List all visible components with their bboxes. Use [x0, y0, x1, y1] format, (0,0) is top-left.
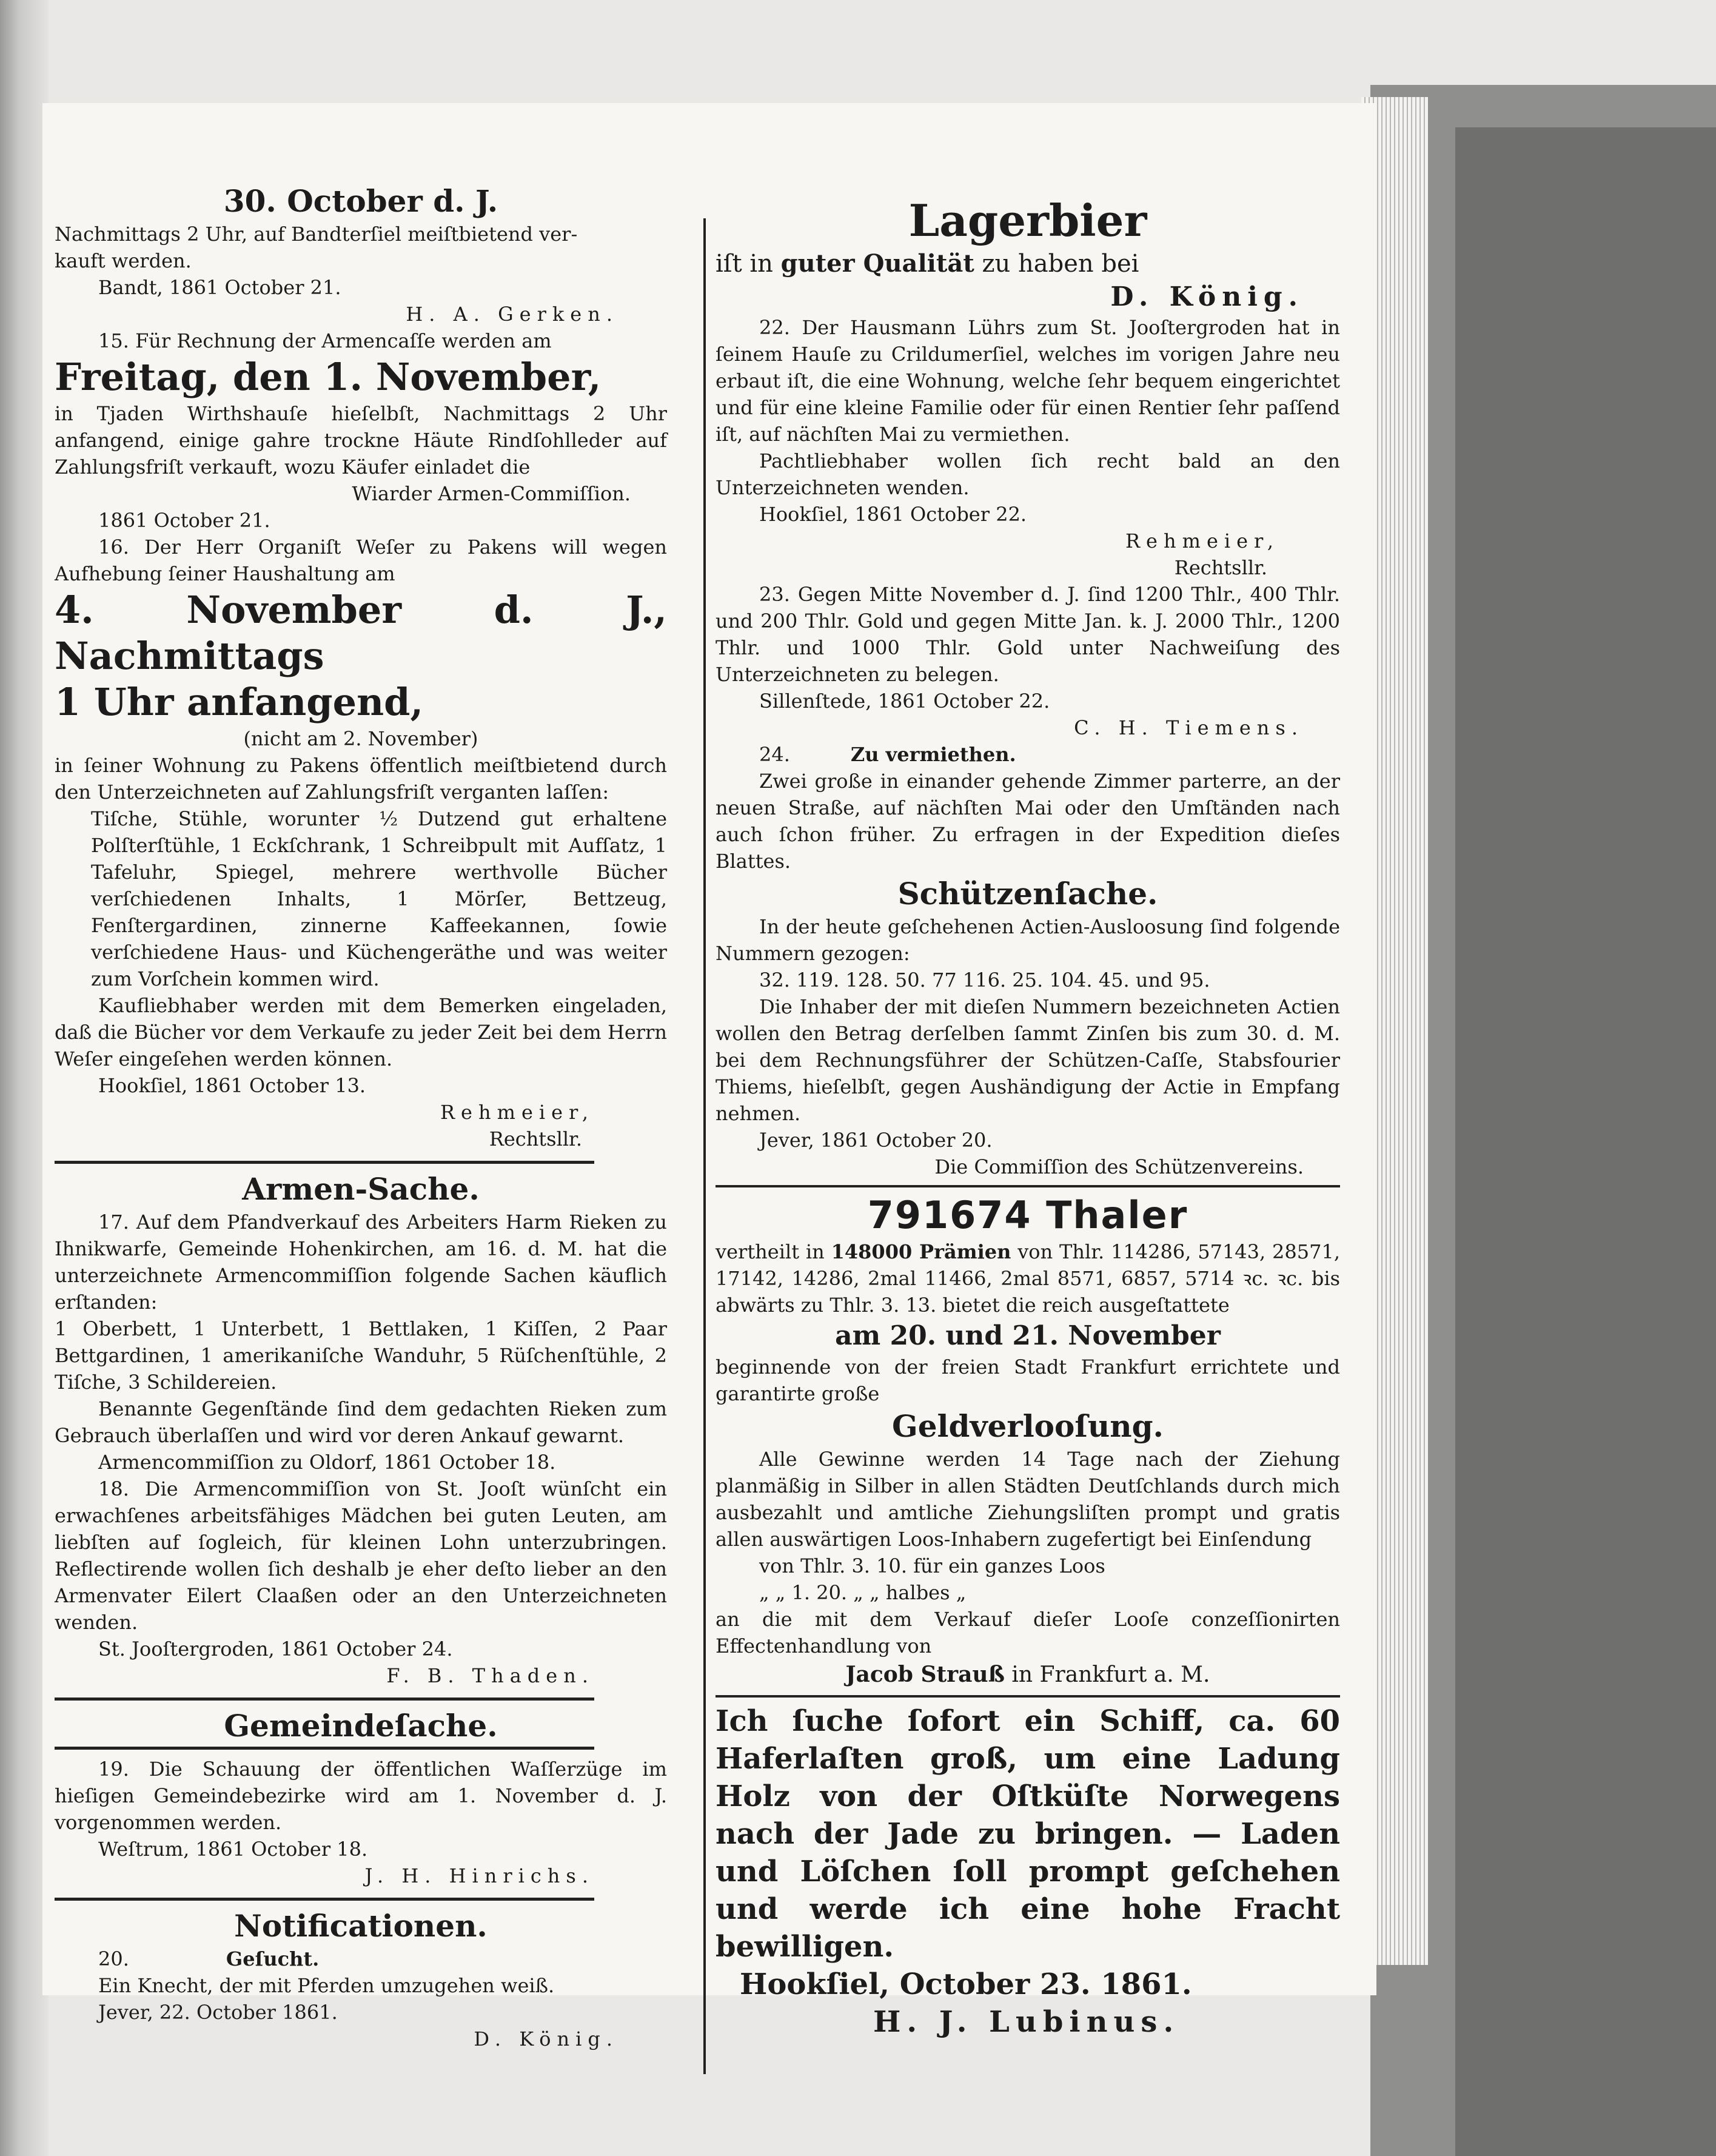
notice-22-text2: Pachtliebhaber wollen ſich recht bald an den Unterzeichneten wenden. [716, 449, 1340, 499]
notice-16-date: 4. November d. J., Nachmittags [55, 588, 667, 678]
thaler-firm: Jacob Strauß in Frankfurt a. M. [845, 1662, 1210, 1687]
notice-16-signature: Rehmeier, [440, 1101, 594, 1124]
notice-16-time: 1 Uhr anfangend, [55, 680, 424, 724]
notice-15-intro: 15. Für Rechnung der Armencaſſe werden am [98, 329, 552, 352]
thaler-heading: 791674 Thaler [867, 1193, 1188, 1237]
notice-18-place-date: St. Jooſtergroden, 1861 October 24. [98, 1637, 453, 1661]
thaler-draw-date: am 20. und 21. November [835, 1320, 1221, 1351]
notice-17-items: 1 Oberbett, 1 Unterbett, 1 Bettlaken, 1 Kiſſen, 2 Paar Bettgardinen, 1 amerikaniſche Wanduhr, 5 Rüſchenſtühle, 2 Tiſche, 3 Schildereien. [55, 1317, 667, 1394]
notice-15-date: Freitag, den 1. November, [55, 355, 602, 399]
notice-16-text2: Kaufliebhaber werden mit dem Bemerken eingeladen, daß die Bücher vor dem Verkaufe zu jeder Zeit bei dem Herrn Weſer eingeſehen werden können. [55, 994, 667, 1070]
lagerbier-text: iſt in guter Qualität zu haben bei [716, 249, 1139, 278]
section-heading-gemeinde: Gemeindeſache. [224, 1708, 498, 1744]
notice-19-place-date: Weſtrum, 1861 October 18. [98, 1838, 368, 1861]
notice-24-title: Zu vermiethen. [850, 743, 1016, 766]
notice-22-place-date: Hookſiel, 1861 October 22. [759, 503, 1027, 526]
notice-17-text: 17. Auf dem Pfandverkauf des Arbeiters Harm Rieken zu Ihnikwarfe, Gemeinde Hohenkirchen, am 16. d. M. hat die unterzeichnete Armencommiſſion folgende Sachen käuflich erſtanden: [55, 1211, 667, 1314]
thaler-text4: an die mit dem Verkauf dieſer Looſe conzeſſionirten Effectenhandlung von [716, 1608, 1340, 1657]
notice-19-signature: J. H. Hinrichs. [364, 1864, 594, 1887]
notice-16-text: in ſeiner Wohnung zu Pakens öffentlich meiſtbietend durch den Unterzeichneten auf Zahlungsfriſt verganten laſſen: [55, 754, 667, 804]
thaler-price-half: „ „ 1. 20. „ „ halbes „ [759, 1581, 967, 1604]
notice-15-text: in Tjaden Wirthshauſe hieſelbſt, Nachmittags 2 Uhr anfangend, einige gahre trockne Häute Rindſohlleder auf Zahlungsfriſt verkauft, wozu Käufer einladet die [55, 402, 667, 479]
notice-18-text: 18. Die Armencommiſſion von St. Jooſt wünſcht ein erwachſenes arbeitsfähiges Mädchen bei guten Leuten, am liebſten auf ſogleich, für kleinen Lohn unterzubringen. Reflectirende wollen ſich deshalb je eher deſto lieber an den Armenvater Eilert Claaßen oder an den Unterzeichneten wenden. [55, 1477, 667, 1634]
column-rule [703, 218, 706, 2074]
notice-15-date-line: 1861 October 21. [98, 509, 270, 532]
notice-20-title: Geſucht. [226, 1947, 320, 1970]
notice-15-signature: Wiarder Armen-Commiſſion. [352, 482, 631, 505]
book-gutter [0, 0, 49, 2156]
lagerbier-signature: D. König. [1110, 281, 1304, 312]
notice-16-items: Tiſche, Stühle, worunter ½ Dutzend gut erhaltene Polſterſtühle, 1 Eckſchrank, 1 Schreibpult mit Aufſatz, 1 Tafeluhr, Spiegel, mehrere werthvolle Bücher verſchiedenen Inhalts, 1 Mörſer, Bettzeug, Fenſtergardinen, zinnerne Kaffeekannen, ſowie verſchiedene Haus- und Küchengeräthe und was weiter zum Vorſchein kommen wird. [91, 807, 667, 990]
thaler-lottery-title: Geldverlooſung. [892, 1408, 1164, 1444]
notice-17-signature: Armencommiſſion zu Oldorf, 1861 October 18. [98, 1451, 556, 1474]
notice-signature: H. A. Gerken. [406, 303, 618, 326]
schuetzen-signature: Die Commiſſion des Schützenvereins. [934, 1155, 1304, 1178]
notice-text: kauft werden. [55, 249, 192, 272]
notice-23-place-date: Sillenſtede, 1861 October 22. [759, 690, 1050, 713]
notice-23-text: 23. Gegen Mitte November d. J. ſind 1200 Thlr., 400 Thlr. und 200 Thlr. Gold und gegen Mitte Jan. k. J. 2000 Thlr., 1200 Thlr. und 1000 Thlr. Gold unter Nachweiſung des Unterzeichneten zu belegen. [716, 583, 1340, 686]
schuetzen-text: In der heute geſchehenen Actien-Ausloosung ſind folgende Nummern gezogen: [716, 915, 1340, 965]
notice-place-date: Bandt, 1861 October 21. [98, 276, 341, 299]
notice-20-heading [55, 1946, 667, 1972]
ad-divider [716, 1695, 1340, 1698]
right-column [716, 103, 1340, 2041]
thaler-text3: Alle Gewinne werden 14 Tage nach der Ziehung planmäßig in Silber in allen Städten Deutſchlands durch mich ausbezahlt und amtliche Ziehungsliſten prompt und gratis allen auswärtigen Loos-Inhabern zugefertigt bei Einſendung [716, 1448, 1340, 1551]
cover-edge [1455, 127, 1716, 2156]
section-heading-armen: Armen-Sache. [242, 1171, 480, 1207]
section-divider [55, 1898, 594, 1901]
notice-16-intro: 16. Der Herr Organiſt Weſer zu Pakens will wegen Aufhebung ſeiner Haushaltung am [55, 536, 667, 585]
thaler-text: vertheilt in 148000 Prämien von Thlr. 114286, 57143, 28571, 17142, 14286, 2mal 11466, 2mal 8571, 6857, 5714 ꝛc. ꝛc. bis abwärts zu Thlr. 3. 13. bietet die reich ausgeſtattete [716, 1240, 1341, 1317]
notice-16-note: (nicht am 2. November) [243, 727, 478, 750]
notice-22-text: 22. Der Hausmann Lührs zum St. Jooſtergroden hat in ſeinem Hauſe zu Crildumerſiel, welches im vorigen Jahre neu erbaut iſt, die eine Wohnung, welche ſehr bequem eingerichtet und für eine kleine Familie oder für einen Rentier ſehr paſſend iſt, auf nächſten Mai zu vermiethen. [716, 316, 1340, 446]
lagerbier-heading: Lagerbier [908, 195, 1147, 246]
notice-19-text: 19. Die Schauung der öffentlichen Waſſerzüge im hieſigen Gemeindebezirke wird am 1. November d. J. vorgenommen werden. [55, 1758, 667, 1834]
notice-20-signature: D. König. [474, 2027, 618, 2050]
notice-date-heading: 30. October d. J. [223, 183, 498, 219]
notice-17-text2: Benannte Gegenſtände ſind dem gedachten Rieken zum Gebrauch überlaſſen und wird vor deren Ankauf gewarnt. [55, 1397, 667, 1447]
newspaper-page [42, 103, 1376, 2050]
section-heading-notifications: Notificationen. [234, 1908, 488, 1944]
left-column [55, 103, 667, 2052]
thaler-text2: beginnende von der freien Stadt Frankfurt errichtete und garantirte große [716, 1355, 1340, 1405]
notice-22-title: Rechtsllr. [1174, 556, 1267, 579]
notice-22-signature: Rehmeier, [1125, 529, 1279, 552]
notice-16-place-date: Hookſiel, 1861 October 13. [98, 1074, 366, 1097]
notice-20-text: Ein Knecht, der mit Pferden umzugehen weiß. [98, 1974, 555, 1997]
section-divider [55, 1161, 594, 1164]
notice-23-signature: C. H. Tiemens. [1074, 716, 1304, 739]
notice-text: Nachmittags 2 Uhr, auf Bandterſiel meiſtbietend ver- [55, 223, 578, 246]
schuetzen-place-date: Jever, 1861 October 20. [759, 1129, 993, 1152]
ad-divider [716, 1185, 1340, 1187]
ship-ad-signature: H. J. Lubinus. [873, 2005, 1180, 2039]
ship-ad-place-date: Hookſiel, October 23. 1861. [740, 1967, 1192, 2001]
notice-18-signature: F. B. Thaden. [386, 1664, 594, 1687]
notice-20-place-date: Jever, 22. October 1861. [98, 2001, 338, 2024]
schuetzen-numbers: 32. 119. 128. 50. 77 116. 25. 104. 45. und 95. [759, 969, 1210, 992]
schuetzen-heading: Schützenſache. [897, 876, 1158, 912]
section-divider [55, 1747, 594, 1750]
thaler-price-whole: von Thlr. 3. 10. für ein ganzes Loos [759, 1554, 1105, 1577]
notice-24-text: Zwei große in einander gehende Zimmer parterre, an der neuen Straße, auf nächſten Mai oder den Umſtänden nach auch ſchon früher. Zu erfragen in der Expedition dieſes Blattes. [716, 770, 1340, 873]
notice-16-title: Rechtsllr. [489, 1127, 582, 1150]
notice-24-heading [716, 741, 1340, 768]
ship-ad-text: Ich ſuche ſofort ein Schiff, ca. 60 Haferlaſten groß, um eine Ladung Holz von der Oſtküſte Norwegens nach der Jade zu bringen. — Laden und Löſchen ſoll prompt geſchehen und werde ich eine hohe Fracht bewilligen. [716, 1704, 1340, 1964]
section-divider [55, 1698, 594, 1701]
schuetzen-text2: Die Inhaber der mit dieſen Nummern bezeichneten Actien wollen den Betrag derſelben ſammt Zinſen bis zum 30. d. M. bei dem Rechnungsführer der Schützen-Caſſe, Stabsfourier Thiems, hieſelbſt, gegen Aushändigung der Actie in Empfang nehmen. [716, 995, 1340, 1125]
notice-20-number: 20. [98, 1947, 129, 1970]
notice-24-number: 24. [759, 743, 790, 766]
